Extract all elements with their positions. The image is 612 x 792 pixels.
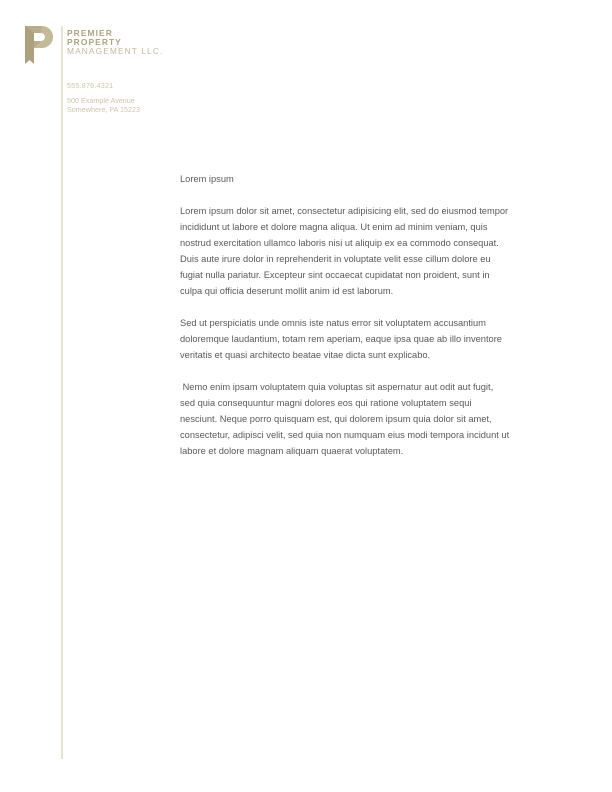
letter-paragraph-3: Nemo enim ipsam voluptatem quia voluptas sit aspernatur aut odit aut fugit, sed quia consequuntur magni dolores eos qui ratione voluptatem sequi nesciunt. Neque porro quisquam est, qui dolorem ipsum quia dolor sit amet, consectetur, adipisci velit, sed quia non numquam eius modi tempora incidunt ut labore et dolore magnam aliquam quaerat voluptatem.	[180, 382, 510, 456]
company-name-line3: MANAGEMENT LLC.	[67, 46, 164, 57]
letter-paragraph-2: Sed ut perspiciatis unde omnis iste natus error sit voluptatem accusantium doloremque laudantium, totam rem aperiam, eaque ipsa quae ab illo inventore veritatis et quasi architecto beatae vitae dicta sunt explicabo.	[180, 318, 502, 360]
address-line2: Somewhere, PA 15223	[67, 105, 140, 114]
letter-paragraph-1: Lorem ipsum dolor sit amet, consectetur adipisicing elit, sed do eiusmod tempor incididunt ut labore et dolore magna aliqua. Ut enim ad minim veniam, quis nostrud exercitation ullamco laboris nisi ut aliquip ex ea commodo consequat. Duis aute irure dolor in reprehenderit in voluptate velit esse cillum dolore eu fugiat nulla pariatur. Excepteur sint occaecat cupidatat non proident, sunt in culpa qui officia deserunt mollit anim id est laborum.	[180, 206, 509, 296]
company-name	[67, 29, 163, 57]
address-line1: 500 Example Avenue	[67, 95, 135, 105]
letter-body	[180, 171, 510, 475]
contact-info	[67, 81, 140, 115]
company-phone: 555.876.4321	[67, 81, 114, 90]
company-logo-p-icon	[25, 26, 53, 64]
letterhead-divider-line	[61, 26, 63, 759]
company-name-line1: PREMIER	[67, 28, 113, 38]
letter-salutation: Lorem ipsum	[180, 174, 234, 184]
company-name-line2: PROPERTY	[67, 37, 122, 48]
